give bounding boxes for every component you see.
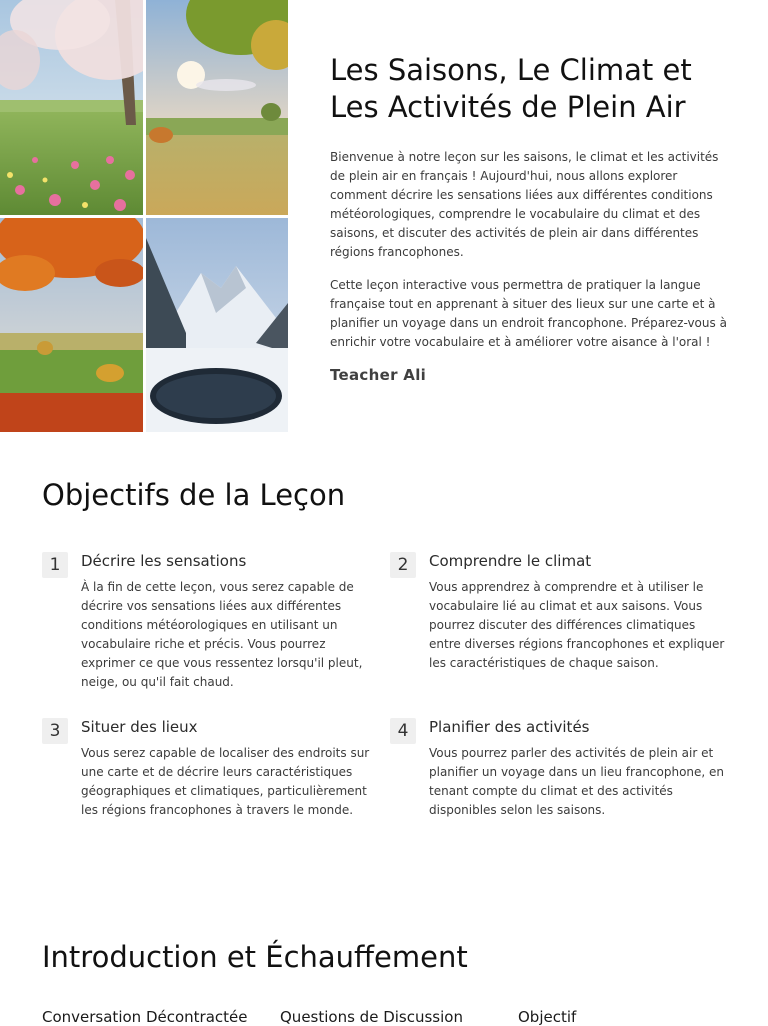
objective-title: Décrire les sensations (81, 552, 247, 570)
objective-title: Situer des lieux (81, 718, 198, 736)
intro-paragraph: Cette leçon interactive vous permettra de pratiquer la langue française tout en apprenant à situer des lieux sur une carte et à planifier un voyage dans un endroit francophone. Préparez-vous à enrichir votre vocabulaire et à améliorer votre aisance à l'oral ! (330, 278, 727, 349)
objective-number: 1 (42, 552, 68, 578)
teacher-name: Teacher Ali (330, 366, 427, 384)
winter-mountain-photo (146, 218, 288, 432)
hero-intro (330, 52, 730, 384)
intro-column-questions: Questions de Discussion (280, 1008, 463, 1026)
intro-column-conversation: Conversation Décontractée (42, 1008, 248, 1026)
objective-description: À la fin de cette leçon, vous serez capable de décrire vos sensations liées aux différentes conditions météorologiques en utilisant un vocabulaire riche et précis. Vous pourrez exprimer ce que vous ressentez lorsqu'il pleut, neige, ou qu'il fait chaud. (81, 580, 363, 689)
objective-description: Vous apprendrez à comprendre et à utiliser le vocabulaire lié au climat et aux saisons. Vous pourrez discuter des différences climatiques entre diverses régions francophones et expliquer les caractéristiques de chaque saison. (429, 580, 725, 670)
intro-column-objective: Objectif (518, 1008, 577, 1026)
objective-number: 3 (42, 718, 68, 744)
objective-number: 4 (390, 718, 416, 744)
intro-heading: Introduction et Échauffement (42, 940, 468, 974)
objective-description: Vous serez capable de localiser des endroits sur une carte et de décrire leurs caractéristiques géographiques et climatiques, particulièrement les régions francophones à travers le monde. (81, 746, 370, 817)
page-title: Les Saisons, Le Climat et Les Activités de Plein Air (330, 53, 692, 124)
objectives-heading: Objectifs de la Leçon (42, 478, 346, 512)
summer-field-photo (146, 0, 288, 215)
objective-number: 2 (390, 552, 416, 578)
spring-meadow-photo (0, 0, 143, 215)
objective-description: Vous pourrez parler des activités de plein air et planifier un voyage dans un lieu francophone, en tenant compte du climat et des activités disponibles selon les saisons. (429, 746, 725, 817)
objective-title: Planifier des activités (429, 718, 590, 736)
seasons-image-grid (0, 0, 288, 432)
intro-paragraph: Bienvenue à notre leçon sur les saisons, le climat et les activités de plein air en français ! Aujourd'hui, nous allons explorer comment décrire les sensations liées aux différentes conditions météorologiques, comprendre le vocabulaire du climat et des saisons, et discuter des activités de plein air dans différentes régions francophones. (330, 150, 719, 259)
objective-title: Comprendre le climat (429, 552, 592, 570)
autumn-landscape-photo (0, 218, 143, 432)
